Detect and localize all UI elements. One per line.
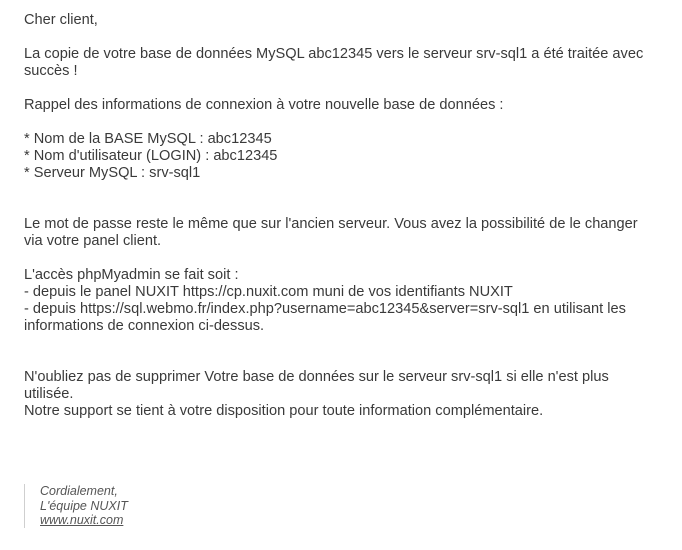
detail-login: * Nom d'utilisateur (LOGIN) : abc12345 xyxy=(24,148,278,164)
access-intro: L'accès phpMyadmin se fait soit : xyxy=(24,267,239,283)
phpmyadmin-access xyxy=(24,267,669,335)
detail-database-name: * Nom de la BASE MySQL : abc12345 xyxy=(24,131,272,147)
delete-reminder-line: N'oubliez pas de supprimer Votre base de données sur le serveur srv-sql1 si elle n'est plus xyxy=(24,369,609,385)
access-option-url-continued: informations de connexion ci-dessus. xyxy=(24,318,265,334)
connection-details xyxy=(24,131,669,182)
detail-server: * Serveur MySQL : srv-sql1 xyxy=(24,165,201,181)
greeting: Cher client, xyxy=(24,12,98,28)
delete-reminder-line: utilisée. xyxy=(24,386,74,402)
support-line: Notre support se tient à votre disposition pour toute information complémentaire. xyxy=(24,403,544,419)
signature-closing: Cordialement, xyxy=(40,484,118,498)
password-line: Le mot de passe reste le même que sur l'ancien serveur. Vous avez la possibilité de le changer xyxy=(24,216,638,232)
intro-line: succès ! xyxy=(24,63,78,79)
closing-paragraph xyxy=(24,369,669,420)
intro-paragraph xyxy=(24,46,669,80)
signature-website-link[interactable]: www.nuxit.com xyxy=(40,513,124,527)
access-option-url: - depuis https://sql.webmo.fr/index.php?username=abc12345&server=srv-sql1 en utilisant les xyxy=(24,301,626,317)
password-line: via votre panel client. xyxy=(24,233,162,249)
signature-team: L'équipe NUXIT xyxy=(40,498,128,513)
email-body xyxy=(24,12,669,420)
password-paragraph xyxy=(24,216,669,250)
signature xyxy=(24,484,128,528)
access-option-panel: - depuis le panel NUXIT https://cp.nuxit.com muni de vos identifiants NUXIT xyxy=(24,284,513,300)
connection-reminder: Rappel des informations de connexion à votre nouvelle base de données : xyxy=(24,97,504,113)
intro-line: La copie de votre base de données MySQL abc12345 vers le serveur srv-sql1 a été traitée avec xyxy=(24,46,644,62)
